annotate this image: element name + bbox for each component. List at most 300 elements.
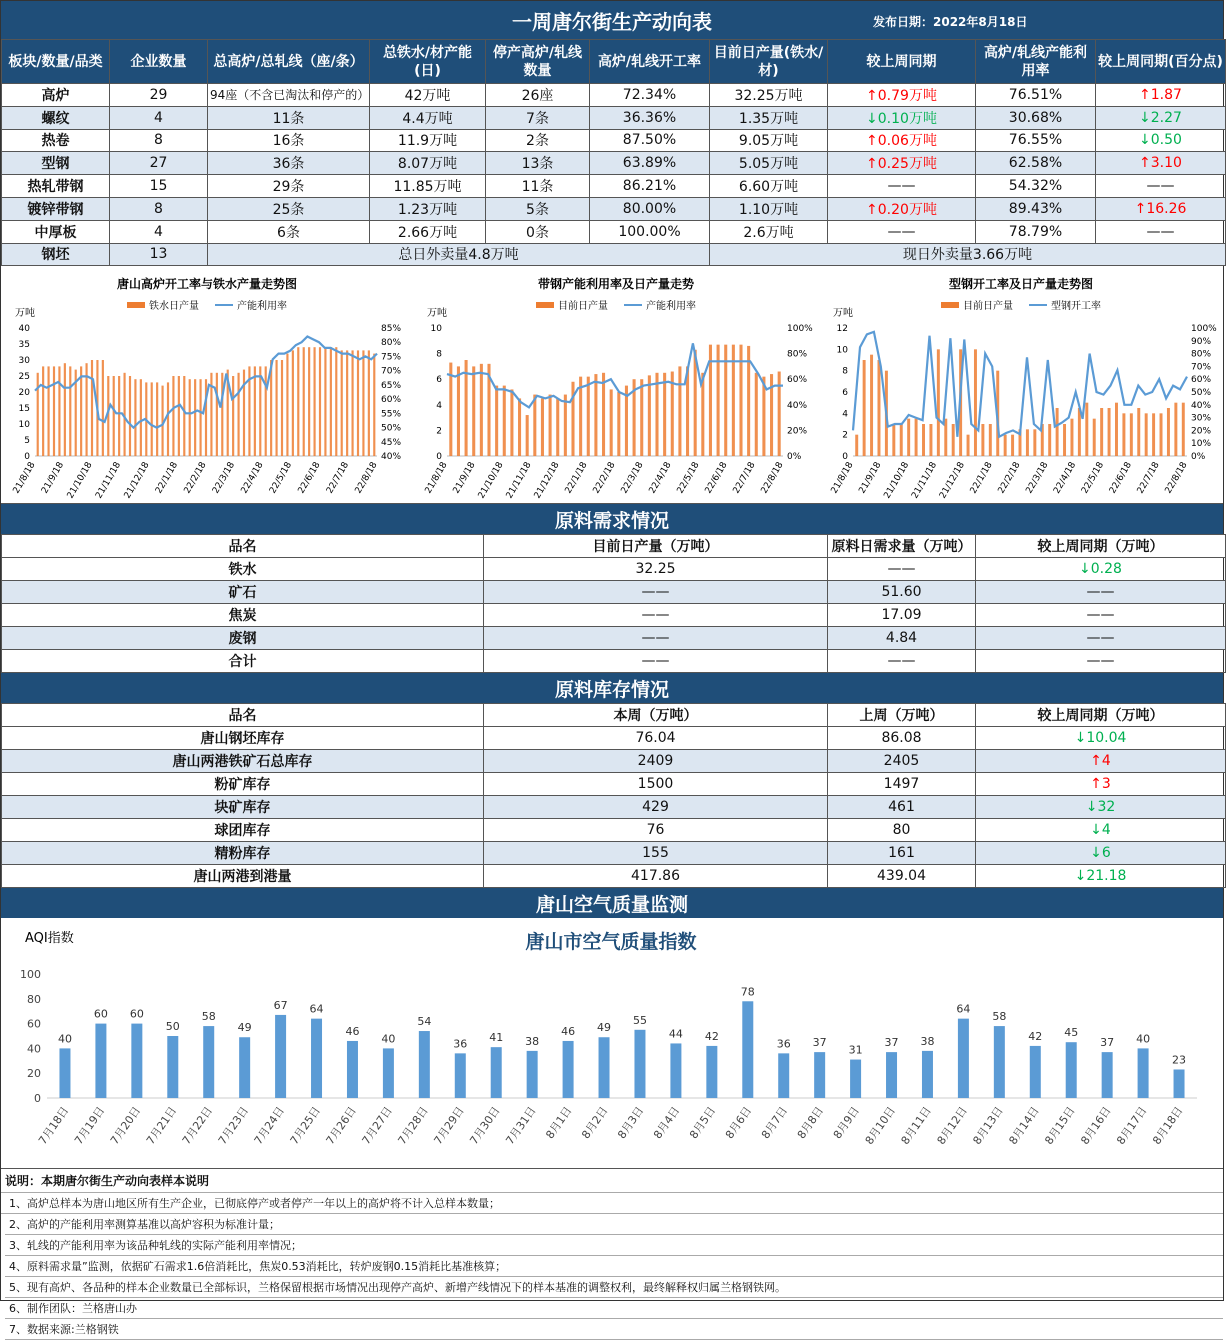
section-steel-trend-chart (819, 266, 1223, 504)
demand-cell-name: 合计 (2, 650, 484, 673)
aqi-x-tick: 8月14日 (1006, 1104, 1042, 1148)
chart-title: 唐山高炉开工率与铁水产量走势图 (116, 277, 298, 292)
trend-bar (877, 360, 880, 456)
demand-row (2, 558, 1226, 581)
inventory-cell-chg: ↓6 (976, 842, 1226, 865)
trend-bar (64, 364, 66, 457)
inventory-col-header: 较上周同期（万吨） (976, 704, 1226, 727)
x-tick-label: 21/12/18 (938, 460, 967, 501)
aqi-bar (1138, 1049, 1149, 1099)
demand-cell-name: 矿石 (2, 581, 484, 604)
billet-name: 钢坯 (2, 243, 110, 266)
aqi-bar (1102, 1052, 1113, 1098)
inventory-cell-last: 161 (828, 842, 976, 865)
demand-col-header: 较上周同期（万吨） (976, 535, 1226, 558)
trend-bar (549, 395, 552, 456)
aqi-bar (922, 1051, 933, 1098)
trend-bar (755, 373, 758, 456)
trend-bar (1093, 419, 1096, 456)
production-col-header: 较上周同期(百分点) (1096, 40, 1226, 84)
x-tick-label: 22/1/18 (968, 460, 995, 496)
publish-date: 发布日期：2022年8月18日 (873, 15, 1028, 29)
production-cell-firms: 8 (110, 129, 208, 152)
aqi-x-tick: 7月22日 (179, 1104, 216, 1148)
aqi-bar (419, 1031, 430, 1098)
trend-bar (199, 380, 201, 457)
inventory-col-header: 上周（万吨） (828, 704, 976, 727)
production-col-header: 较上周同期 (828, 40, 976, 84)
aqi-x-tick: 8月18日 (1150, 1104, 1186, 1148)
y-tick-label: 8 (436, 349, 442, 360)
trend-bar (275, 360, 277, 456)
aqi-bar (814, 1052, 825, 1098)
inventory-cell-now: 429 (484, 796, 828, 819)
aqi-chart-area (1, 918, 1223, 1168)
demand-section-banner (1, 504, 1223, 534)
y-tick-label: 12 (836, 324, 848, 335)
y2-tick-label: 80% (381, 338, 402, 349)
production-cell-rate: 80.00% (590, 197, 710, 220)
aqi-bar (203, 1026, 214, 1098)
inventory-cell-last: 80 (828, 819, 976, 842)
trend-bar (1174, 403, 1177, 456)
trend-bar (362, 351, 364, 457)
inventory-cell-chg: ↓32 (976, 796, 1226, 819)
trend-bar (655, 373, 658, 456)
trend-bar (915, 419, 918, 456)
inventory-cell-name: 精粉库存 (2, 842, 484, 865)
trend-bar (237, 373, 239, 456)
aqi-bar (886, 1052, 897, 1098)
aqi-value-label: 58 (992, 1010, 1007, 1024)
production-col-header: 企业数量 (110, 40, 208, 84)
y2-tick-label: 70% (381, 367, 402, 378)
production-cell-capacity: 11.85万吨 (370, 175, 486, 198)
aqi-value-label: 60 (93, 1007, 108, 1021)
inventory-cell-last: 439.04 (828, 865, 976, 888)
aqi-y-tick: 80 (27, 993, 41, 1007)
production-cell-output: 1.10万吨 (710, 197, 828, 220)
aqi-x-tick: 8月8日 (794, 1104, 827, 1142)
y-tick-label: 0 (842, 452, 848, 463)
trend-bar (778, 372, 781, 456)
strip-steel-trend-chart (413, 266, 819, 504)
production-cell-firms: 4 (110, 106, 208, 129)
billet-firms: 13 (110, 243, 208, 266)
production-cell-util: 78.79% (976, 220, 1096, 243)
y2-tick-label: 60% (787, 375, 808, 386)
trend-bar (981, 424, 984, 456)
aqi-chart (1, 918, 1223, 1168)
trend-bar (286, 354, 288, 456)
aqi-bar (311, 1019, 322, 1098)
aqi-value-label: 42 (704, 1030, 719, 1044)
production-cell-util_chg: ↑1.87 (1096, 84, 1226, 107)
aqi-value-label: 78 (740, 985, 755, 999)
trend-bar (259, 367, 261, 457)
aqi-bar (95, 1024, 106, 1098)
trend-bar (1115, 403, 1118, 456)
inventory-row (2, 865, 1226, 888)
x-tick-label: 21/8/18 (11, 460, 38, 496)
aqi-value-label: 37 (812, 1036, 827, 1050)
trend-bar (324, 348, 326, 457)
aqi-y-tick: 100 (20, 968, 41, 982)
production-col-header: 高炉/轧线产能利用率 (976, 40, 1096, 84)
y2-tick-label: 75% (381, 352, 402, 363)
production-cell-name: 热轧带钢 (2, 175, 110, 198)
production-cell-output: 5.05万吨 (710, 152, 828, 175)
production-cell-output: 2.6万吨 (710, 220, 828, 243)
production-cell-total: 16条 (208, 129, 370, 152)
note-item: 5、现有高炉、各品种的样本企业数量已全部标识，兰格保留根据市场情况出现停产高炉、新增产线情况下的样本基准的调整权利，最终解释权归属兰格钢铁网。 (5, 1277, 1223, 1298)
y2-tick-label: 70% (1191, 362, 1212, 373)
trend-bar (1056, 408, 1059, 456)
trend-bar (319, 348, 321, 457)
y2-tick-label: 100% (1191, 324, 1217, 335)
production-header-row (2, 40, 1226, 84)
inventory-cell-now: 1500 (484, 773, 828, 796)
production-cell-stopped: 13条 (486, 152, 590, 175)
inventory-col-header: 品名 (2, 704, 484, 727)
trend-bar (587, 377, 590, 456)
aqi-value-label: 60 (129, 1007, 144, 1021)
y-tick-label: 40 (18, 324, 30, 335)
trend-bar (937, 350, 940, 457)
demand-row (2, 581, 1226, 604)
trend-bar (53, 367, 55, 457)
y2-tick-label: 10% (1191, 439, 1212, 450)
trend-bar (571, 382, 574, 456)
aqi-y-label: AQI指数 (25, 931, 74, 947)
inventory-cell-chg: ↓21.18 (976, 865, 1226, 888)
demand-cell-output: —— (484, 627, 828, 650)
trend-bar (232, 376, 234, 456)
note-item: 3、轧线的产能利用率为该品种轧线的实际产能利用率情况； (5, 1235, 1223, 1256)
production-cell-stopped: 26座 (486, 84, 590, 107)
aqi-value-label: 36 (453, 1037, 468, 1051)
inventory-cell-last: 2405 (828, 750, 976, 773)
y2-tick-label: 55% (381, 409, 402, 420)
aqi-bar (1174, 1070, 1185, 1099)
trend-bar (292, 351, 294, 457)
production-cell-util: 62.58% (976, 152, 1096, 175)
legend-bar-label: 目前日产量 (963, 301, 1013, 313)
x-tick-label: 22/8/18 (759, 460, 786, 496)
production-cell-total: 29条 (208, 175, 370, 198)
trend-charts (1, 266, 1223, 504)
x-tick-label: 22/7/18 (325, 460, 352, 496)
production-cell-wow: ↑0.79万吨 (828, 84, 976, 107)
production-row (2, 197, 1226, 220)
trend-bar (855, 435, 858, 456)
aqi-value-label: 40 (1136, 1032, 1151, 1046)
aqi-x-tick: 8月6日 (722, 1104, 755, 1142)
y2-tick-label: 20% (1191, 426, 1212, 437)
production-cell-util: 76.55% (976, 129, 1096, 152)
trend-bar (526, 415, 529, 456)
demand-col-header: 目前日产量（万吨） (484, 535, 828, 558)
production-cell-rate: 63.89% (590, 152, 710, 175)
trend-bar (1070, 419, 1073, 456)
aqi-bar (275, 1015, 286, 1098)
aqi-bar (347, 1041, 358, 1098)
demand-row (2, 604, 1226, 627)
aqi-value-label: 46 (345, 1025, 360, 1039)
aqi-x-tick: 7月18日 (36, 1104, 72, 1148)
inventory-cell-last: 86.08 (828, 727, 976, 750)
production-cell-util_chg: ↓2.27 (1096, 106, 1226, 129)
trend-bar (58, 367, 60, 457)
aqi-bar (59, 1049, 70, 1099)
trend-bar (892, 424, 895, 456)
production-cell-total: 94座（不含已淘汰和停产的） (208, 84, 370, 107)
aqi-value-label: 31 (848, 1043, 863, 1057)
aqi-x-tick: 7月25日 (287, 1104, 323, 1148)
trend-bar (308, 348, 310, 457)
y2-tick-label: 0% (1191, 452, 1206, 463)
legend-bar-label: 目前日产量 (558, 301, 608, 313)
aqi-bar (1030, 1046, 1041, 1098)
production-cell-capacity: 4.4万吨 (370, 106, 486, 129)
x-tick-label: 22/2/18 (591, 460, 618, 496)
trend-bar (556, 399, 559, 457)
aqi-x-tick: 7月30日 (467, 1104, 503, 1148)
aqi-x-tick: 7月28日 (395, 1104, 431, 1148)
production-cell-rate: 86.21% (590, 175, 710, 198)
aqi-x-tick: 7月19日 (72, 1104, 108, 1148)
x-tick-label: 22/7/18 (1135, 460, 1162, 496)
trend-bar (678, 367, 681, 457)
demand-header-row (2, 535, 1226, 558)
aqi-bar (239, 1038, 250, 1099)
y-tick-label: 20 (18, 388, 30, 399)
aqi-x-tick: 7月27日 (359, 1104, 395, 1148)
production-cell-stopped: 5条 (486, 197, 590, 220)
production-row (2, 84, 1226, 107)
demand-section-title: 原料需求情况 (554, 509, 669, 532)
trend-bar (1137, 408, 1140, 456)
production-cell-util: 76.51% (976, 84, 1096, 107)
y-tick-label: 10 (836, 345, 848, 356)
legend-bar-swatch (941, 302, 959, 308)
production-cell-util_chg: —— (1096, 175, 1226, 198)
trend-bar (495, 386, 498, 456)
x-tick-label: 22/3/18 (1024, 460, 1051, 496)
inventory-cell-last: 461 (828, 796, 976, 819)
y-axis-unit: 万吨 (833, 308, 853, 320)
trend-bar (457, 367, 460, 457)
production-cell-wow: ↑0.06万吨 (828, 129, 976, 152)
inventory-cell-now: 76.04 (484, 727, 828, 750)
y2-tick-label: 50% (1191, 388, 1212, 399)
production-cell-util_chg: ↓0.50 (1096, 129, 1226, 152)
demand-cell-name: 废钢 (2, 627, 484, 650)
trend-bar (1130, 414, 1133, 457)
legend-line-label: 产能利用率 (646, 301, 696, 313)
aqi-bar (778, 1054, 789, 1099)
inventory-cell-now: 76 (484, 819, 828, 842)
x-tick-label: 21/9/18 (857, 460, 884, 496)
x-tick-label: 21/11/18 (910, 460, 940, 501)
demand-cell-chg: —— (976, 604, 1226, 627)
inventory-row (2, 796, 1226, 819)
production-row (2, 152, 1226, 175)
production-cell-firms: 15 (110, 175, 208, 198)
legend-bar-label: 铁水日产量 (149, 301, 199, 313)
production-col-header: 板块/数量/品类 (2, 40, 110, 84)
y2-tick-label: 90% (1191, 337, 1212, 348)
trend-bar (118, 376, 120, 456)
x-tick-label: 22/6/18 (1107, 460, 1134, 496)
trend-bar (189, 380, 191, 457)
x-tick-label: 22/5/18 (268, 460, 295, 496)
inventory-cell-now: 417.86 (484, 865, 828, 888)
trend-bar (1033, 430, 1036, 457)
y-axis-unit: 万吨 (427, 308, 447, 320)
aqi-x-tick: 7月26日 (323, 1104, 359, 1148)
aqi-x-tick: 7月20日 (107, 1104, 144, 1148)
trend-bar (42, 367, 44, 457)
note-item: 1、高炉总样本为唐山地区所有生产企业，已彻底停产或者停产一年以上的高炉将不计入总样本数量； (5, 1193, 1223, 1214)
production-cell-capacity: 11.9万吨 (370, 129, 486, 152)
aqi-bar (527, 1051, 538, 1098)
legend-bar-swatch (536, 302, 554, 308)
aqi-x-tick: 8月9日 (830, 1104, 863, 1142)
trend-bar (129, 376, 131, 456)
trend-bar (594, 374, 597, 456)
y2-tick-label: 65% (381, 381, 402, 392)
demand-row (2, 627, 1226, 650)
aqi-y-tick: 0 (34, 1092, 41, 1106)
y2-tick-label: 60% (1191, 375, 1212, 386)
report-title: 一周唐尔街生产动向表 (512, 9, 712, 34)
production-cell-rate: 36.36% (590, 106, 710, 129)
production-cell-stopped: 0条 (486, 220, 590, 243)
x-tick-label: 21/12/18 (532, 460, 562, 501)
trend-bar (663, 373, 666, 456)
legend-bar-swatch (127, 302, 145, 308)
trend-bar (216, 373, 218, 456)
aqi-x-tick: 7月31日 (503, 1104, 539, 1148)
inventory-col-header: 本周（万吨） (484, 704, 828, 727)
production-cell-util: 30.68% (976, 106, 1096, 129)
inventory-cell-chg: ↓10.04 (976, 727, 1226, 750)
demand-table (1, 534, 1226, 673)
demand-cell-need: —— (828, 558, 976, 581)
legend-line-label: 型钢开工率 (1051, 301, 1101, 313)
trend-bar (156, 383, 158, 457)
aqi-value-label: 37 (1100, 1036, 1115, 1050)
trend-bar (1182, 403, 1185, 456)
aqi-y-tick: 20 (27, 1067, 41, 1081)
demand-cell-need: —— (828, 650, 976, 673)
aqi-x-tick: 8月10日 (862, 1104, 898, 1148)
y2-tick-label: 40% (787, 401, 808, 412)
trend-bar (480, 364, 483, 456)
production-cell-wow: ↑0.20万吨 (828, 197, 976, 220)
y2-tick-label: 30% (1191, 413, 1212, 424)
aqi-bar (742, 1002, 753, 1099)
inventory-cell-name: 粉矿库存 (2, 773, 484, 796)
y-tick-label: 4 (436, 401, 442, 412)
aqi-bar (167, 1036, 178, 1098)
production-cell-output: 1.35万吨 (710, 106, 828, 129)
trend-bar (373, 354, 375, 456)
aqi-bar (850, 1060, 861, 1098)
trend-bar (1085, 403, 1088, 456)
production-cell-output: 32.25万吨 (710, 84, 828, 107)
y-tick-label: 4 (842, 409, 848, 420)
production-cell-capacity: 2.66万吨 (370, 220, 486, 243)
y2-tick-label: 45% (381, 438, 402, 449)
production-cell-firms: 4 (110, 220, 208, 243)
inventory-cell-chg: ↑3 (976, 773, 1226, 796)
aqi-value-label: 67 (273, 999, 288, 1013)
aqi-bar (670, 1044, 681, 1099)
trend-bar (533, 395, 536, 456)
trend-bar (335, 348, 337, 457)
trend-bar (1048, 424, 1051, 456)
y2-tick-label: 40% (1191, 401, 1212, 412)
aqi-value-label: 58 (201, 1010, 216, 1024)
demand-cell-chg: —— (976, 581, 1226, 604)
trend-bar (221, 373, 223, 456)
trend-bar (140, 380, 142, 457)
trend-bar (368, 351, 370, 457)
x-tick-label: 22/5/18 (1080, 460, 1107, 496)
x-tick-label: 22/1/18 (563, 460, 590, 496)
y-axis-unit: 万吨 (15, 308, 35, 320)
aqi-value-label: 40 (57, 1032, 72, 1046)
y2-tick-label: 80% (1191, 349, 1212, 360)
aqi-bar (994, 1026, 1005, 1098)
aqi-value-label: 37 (884, 1036, 899, 1050)
production-cell-capacity: 8.07万吨 (370, 152, 486, 175)
demand-cell-output: —— (484, 650, 828, 673)
y-tick-label: 10 (430, 324, 442, 335)
aqi-x-tick: 8月4日 (651, 1104, 683, 1142)
aqi-value-label: 23 (1172, 1053, 1187, 1067)
note-item: 4、原料需求量”监测，依据矿石需求1.6倍消耗比，焦炭0.53消耗比，转炉废钢0.15消耗比基准核算； (5, 1256, 1223, 1277)
production-cell-firms: 29 (110, 84, 208, 107)
demand-cell-chg: —— (976, 627, 1226, 650)
aqi-bar (958, 1019, 969, 1098)
trend-bar (907, 419, 910, 456)
chart-title: 带钢产能利用率及日产量走势 (537, 277, 695, 292)
demand-cell-need: 4.84 (828, 627, 976, 650)
x-tick-label: 21/10/18 (65, 460, 95, 501)
inventory-cell-name: 唐山两港铁矿石总库存 (2, 750, 484, 773)
trend-bar (602, 373, 605, 456)
trend-bar (989, 424, 992, 456)
trend-bar (37, 373, 39, 456)
trend-bar (929, 424, 932, 456)
aqi-value-label: 54 (417, 1015, 432, 1029)
trend-bar (69, 367, 71, 457)
production-cell-util: 54.32% (976, 175, 1096, 198)
aqi-value-label: 55 (632, 1014, 647, 1028)
aqi-x-tick: 8月15日 (1042, 1104, 1078, 1148)
trend-bar (564, 395, 567, 456)
production-cell-name: 高炉 (2, 84, 110, 107)
production-row (2, 220, 1226, 243)
note-item: 2、高炉的产能利用率测算基准以高炉容积为标准计量； (5, 1214, 1223, 1235)
trend-bar (1078, 408, 1081, 456)
y-tick-label: 25 (18, 372, 30, 383)
trend-bar (134, 380, 136, 457)
trend-bar (167, 383, 169, 457)
